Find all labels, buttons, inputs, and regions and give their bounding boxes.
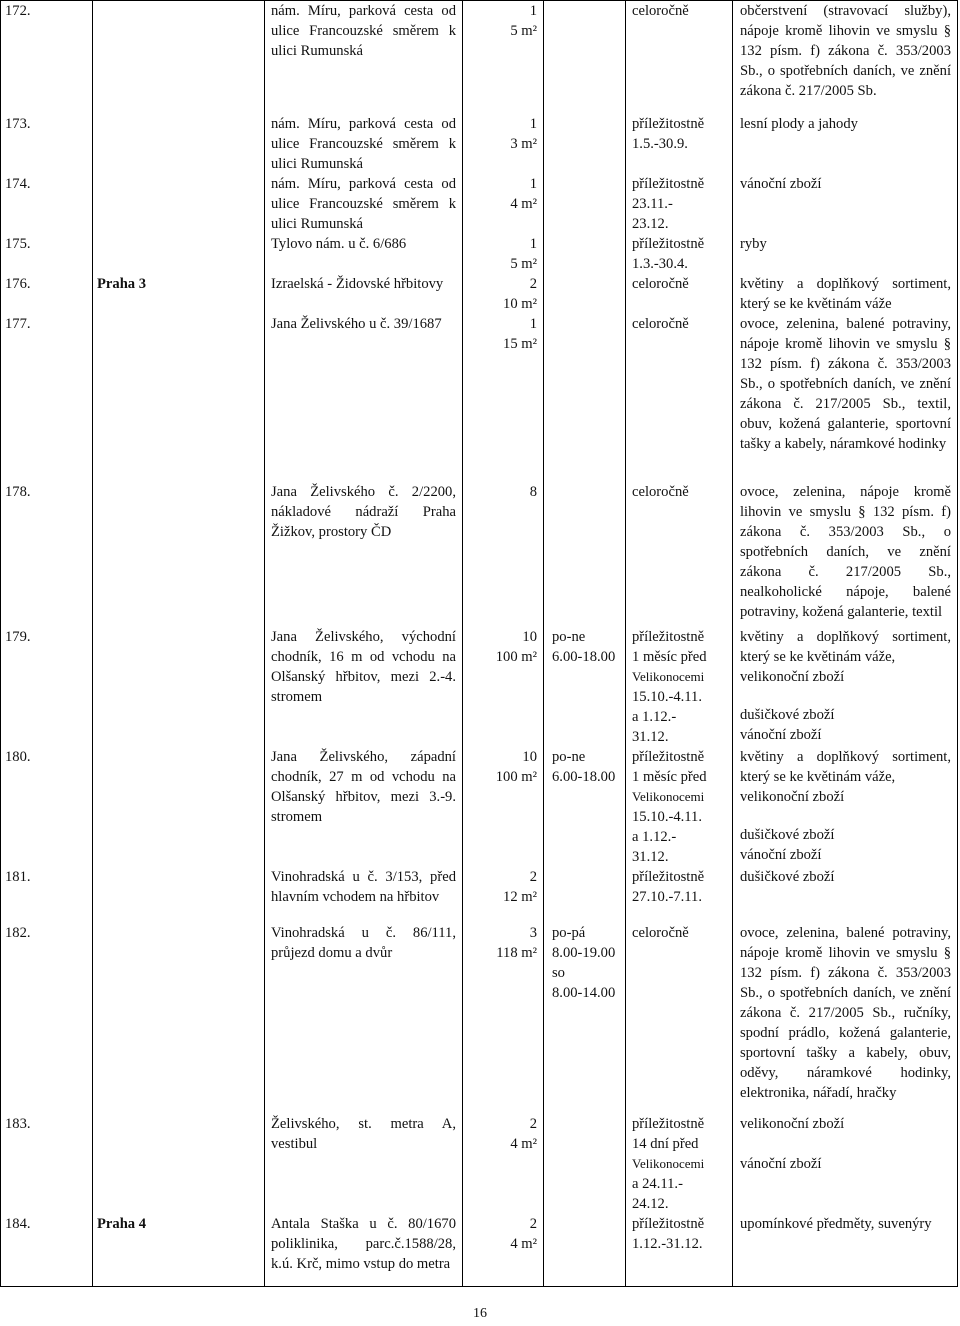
goods-line: velikonoční zboží (740, 668, 845, 685)
stall-area: 5 m² (510, 255, 537, 272)
stall-count: 2 (529, 1115, 537, 1132)
stall-count: 1 (529, 115, 537, 132)
count-area (463, 1114, 544, 1214)
goods-assortment (733, 274, 958, 314)
period-line: celoročně (632, 3, 689, 19)
period-line: celoročně (632, 275, 689, 292)
period-line: příležitostně (632, 628, 705, 645)
address-text: Želivského, st. metra A, vestibul (271, 1115, 456, 1152)
address-text: Antala Staška u č. 80/1670 poliklinika, parc.č.1588/28, k.ú. Krč, mimo vstup do metra (271, 1215, 456, 1272)
period-line: 31.12. (632, 848, 669, 865)
opening-hours (544, 114, 626, 174)
stall-area: 118 m² (496, 944, 537, 961)
address (265, 627, 463, 747)
goods-assortment (733, 627, 958, 747)
address (265, 174, 463, 234)
address-text: Vinohradská u č. 3/153, před hlavním vchodem na hřbitov (271, 868, 456, 905)
period-line: a 1.12.- (632, 708, 677, 725)
address (265, 274, 463, 314)
district (93, 747, 265, 867)
district (93, 923, 265, 1114)
opening-hours (544, 1214, 626, 1287)
address (265, 1, 463, 114)
sale-period (626, 923, 733, 1114)
period-line: příležitostně (632, 748, 705, 765)
district (93, 234, 265, 274)
hours-line: po-ne (552, 748, 586, 765)
row-number (1, 923, 93, 1114)
table-row (1, 234, 958, 274)
goods-assortment (733, 482, 958, 627)
count-area (463, 1214, 544, 1287)
hours-line: po-ne (552, 628, 586, 645)
goods-assortment (733, 174, 958, 234)
row-number (1, 274, 93, 314)
address-text: Vinohradská u č. 86/111, průjezd domu a dvůr (271, 924, 456, 961)
stall-area: 10 m² (503, 295, 537, 312)
stall-count: 2 (529, 868, 537, 885)
opening-hours (544, 747, 626, 867)
goods-line: květiny a doplňkový sortiment, který se ke květinám váže (740, 275, 951, 312)
goods-line: vánoční zboží (740, 726, 822, 743)
stall-area: 12 m² (503, 888, 537, 905)
stall-count: 2 (529, 1215, 537, 1232)
hours-line: po-pá (552, 924, 586, 941)
stall-count: 1 (529, 315, 537, 332)
sale-period (626, 482, 733, 627)
period-line: 24.12. (632, 1195, 669, 1212)
address-text: nám. Míru, parková cesta od ulice Francouzské směrem k ulici Rumunská (271, 115, 456, 172)
period-line: celoročně (632, 483, 689, 500)
count-area (463, 114, 544, 174)
sale-period (626, 627, 733, 747)
address-text: nám. Míru, parková cesta od ulice Francouzské směrem k ulici Rumunská (271, 175, 456, 232)
goods-line: květiny a doplňkový sortiment, který se ke květinám váže, (740, 748, 951, 785)
goods-line: velikonoční zboží (740, 788, 845, 805)
row-number (1, 747, 93, 867)
district (93, 174, 265, 234)
address-text: Jana Želivského, východní chodník, 16 m od vchodu na Olšanský hřbitov, mezi 2.-4. stromem (271, 628, 456, 705)
table-row (1, 747, 958, 867)
table-row (1, 314, 958, 482)
count-area (463, 482, 544, 627)
stall-count: 3 (529, 924, 537, 941)
address (265, 114, 463, 174)
address (265, 923, 463, 1114)
district (93, 482, 265, 627)
row-number-text: 184. (5, 1215, 31, 1232)
sale-period (626, 1214, 733, 1287)
goods-assortment (733, 1214, 958, 1287)
goods-assortment (733, 867, 958, 923)
hours-line: 6.00-18.00 (552, 648, 616, 665)
count-area (463, 1, 544, 114)
goods-line: vánoční zboží (740, 846, 822, 863)
table-row (1, 482, 958, 627)
period-line: celoročně (632, 315, 689, 332)
stall-area: 5 m² (510, 23, 537, 39)
row-number (1, 1214, 93, 1287)
address-text: Jana Želivského, západní chodník, 27 m od vchodu na Olšanský hřbitov, mezi 3.-9. stromem (271, 748, 456, 825)
period-line: a 24.11.- (632, 1175, 683, 1192)
row-number (1, 1, 93, 114)
address (265, 482, 463, 627)
row-number-text: 179. (5, 628, 31, 645)
goods-line: ovoce, zelenina, balené potraviny, nápoje kromě lihovin ve smyslu § 132 písm. f) zákona č. 353/2003 Sb., o spotřebních daních, ve znění zákona č. 217/2005 Sb., textil, obuv, kožená galanterie, sportovní tašky a kabely, náramkové hodinky (740, 315, 951, 452)
row-number-text: 172. (5, 3, 31, 19)
address-text: Tylovo nám. u č. 6/686 (271, 235, 407, 252)
hours-line: 8.00-14.00 (552, 984, 616, 1001)
stall-count: 1 (529, 3, 537, 19)
sale-period (626, 114, 733, 174)
period-line: 1 měsíc před (632, 768, 707, 785)
address (265, 234, 463, 274)
goods-line: občerstvení (stravovací služby), nápoje kromě lihovin ve smyslu § 132 písm. f) zákona č. 353/2003 Sb., o spotřebních daních, ve znění zákona č. 217/2005 Sb. (740, 3, 951, 99)
sale-period (626, 314, 733, 482)
count-area (463, 867, 544, 923)
period-line: 1.5.-30.9. (632, 135, 688, 152)
sale-period (626, 274, 733, 314)
period-line: 1.3.-30.4. (632, 255, 688, 272)
period-line: celoročně (632, 924, 689, 941)
count-area (463, 923, 544, 1114)
period-line: 23.12. (632, 215, 669, 232)
table-row (1, 1, 958, 114)
hours-line: 6.00-18.00 (552, 768, 616, 785)
address (265, 747, 463, 867)
stall-count: 1 (529, 175, 537, 192)
goods-line: dušičkové zboží (740, 706, 835, 723)
hours-line: 8.00-19.00 (552, 944, 616, 961)
opening-hours (544, 1, 626, 114)
opening-hours (544, 314, 626, 482)
row-number (1, 114, 93, 174)
sale-period (626, 1, 733, 114)
table-row (1, 114, 958, 174)
district-text: Praha 4 (97, 1215, 147, 1232)
opening-hours (544, 627, 626, 747)
period-line: Velikonocemi (632, 788, 705, 804)
row-number-text: 178. (5, 483, 31, 500)
stall-count: 8 (529, 483, 537, 500)
period-line: 23.11.- (632, 195, 673, 212)
address (265, 314, 463, 482)
count-area (463, 627, 544, 747)
table-row (1, 274, 958, 314)
district (93, 114, 265, 174)
goods-line: dušičkové zboží (740, 826, 835, 843)
opening-hours (544, 274, 626, 314)
count-area (463, 747, 544, 867)
table-row (1, 867, 958, 923)
address (265, 1214, 463, 1287)
goods-line: ovoce, zelenina, nápoje kromě lihovin ve smyslu § 132 písm. f) zákona č. 353/2003 Sb., o spotřebních daních, ve znění zákona č. 217/2005 Sb., nealkoholické nápoje, balené potraviny, kožená galanterie, textil (740, 483, 951, 620)
table-row (1, 627, 958, 747)
stall-count: 10 (522, 628, 537, 645)
goods-line: vánoční zboží (740, 1155, 822, 1172)
goods-line: květiny a doplňkový sortiment, který se ke květinám váže, (740, 628, 951, 665)
row-number-text: 173. (5, 115, 31, 132)
opening-hours (544, 482, 626, 627)
district (93, 627, 265, 747)
row-number-text: 183. (5, 1115, 31, 1132)
goods-assortment (733, 1114, 958, 1214)
district (93, 867, 265, 923)
count-area (463, 174, 544, 234)
stall-count: 10 (522, 748, 537, 765)
stall-area: 4 m² (510, 1135, 537, 1152)
row-number (1, 314, 93, 482)
district (93, 1114, 265, 1214)
row-number-text: 181. (5, 868, 31, 885)
goods-line: upomínkové předměty, suvenýry (740, 1215, 932, 1232)
address-text: Jana Želivského č. 2/2200, nákladové nádraží Praha Žižkov, prostory ČD (271, 483, 456, 540)
count-area (463, 314, 544, 482)
period-line: 1.12.-31.12. (632, 1235, 703, 1252)
row-number-text: 182. (5, 924, 31, 941)
stall-count: 1 (529, 235, 537, 252)
goods-assortment (733, 314, 958, 482)
row-number (1, 1114, 93, 1214)
address-text: nám. Míru, parková cesta od ulice Francouzské směrem k ulici Rumunská (271, 3, 456, 59)
sale-period (626, 747, 733, 867)
row-number (1, 174, 93, 234)
opening-hours (544, 867, 626, 923)
address (265, 1114, 463, 1214)
period-line: 15.10.-4.11. (632, 808, 702, 825)
stall-area: 100 m² (495, 768, 537, 785)
goods-assortment (733, 114, 958, 174)
goods-assortment (733, 234, 958, 274)
row-number-text: 175. (5, 235, 31, 252)
row-number-text: 180. (5, 748, 31, 765)
goods-line: dušičkové zboží (740, 868, 835, 885)
period-line: příležitostně (632, 115, 705, 132)
address-text: Jana Želivského u č. 39/1687 (271, 315, 442, 332)
goods-line: ryby (740, 235, 767, 252)
goods-line: lesní plody a jahody (740, 115, 858, 132)
district (93, 314, 265, 482)
period-line: 14 dní před (632, 1135, 699, 1152)
opening-hours (544, 234, 626, 274)
opening-hours (544, 174, 626, 234)
table-row (1, 923, 958, 1114)
row-number (1, 867, 93, 923)
row-number-text: 174. (5, 175, 31, 192)
sale-period (626, 1114, 733, 1214)
sale-period (626, 867, 733, 923)
count-area (463, 274, 544, 314)
row-number (1, 482, 93, 627)
stall-count: 2 (529, 275, 537, 292)
period-line: příležitostně (632, 868, 705, 885)
goods-assortment (733, 1, 958, 114)
goods-line: velikonoční zboží (740, 1115, 845, 1132)
period-line: 27.10.-7.11. (632, 888, 702, 905)
page-number: 16 (473, 1306, 487, 1321)
period-line: Velikonocemi (632, 668, 705, 684)
period-line: 15.10.-4.11. (632, 688, 702, 705)
opening-hours (544, 923, 626, 1114)
table-row (1, 1214, 958, 1287)
row-number-text: 177. (5, 315, 31, 332)
stall-area: 15 m² (503, 335, 537, 352)
row-number-text: 176. (5, 275, 31, 292)
table-row (1, 174, 958, 234)
period-line: 31.12. (632, 728, 669, 745)
period-line: 1 měsíc před (632, 648, 707, 665)
count-area (463, 234, 544, 274)
stall-area: 4 m² (510, 195, 537, 212)
row-number (1, 234, 93, 274)
goods-line: ovoce, zelenina, balené potraviny, nápoje kromě lihovin ve smyslu § 132 písm. f) zákona č. 353/2003 Sb., o spotřebních daních, ve znění zákona č. 217/2005 Sb., ručníky, spodní prádlo, kožená galanterie, sportovní tašky a kabely, obuv, oděvy, náramkové hodinky, elektronika, nářadí, hračky (740, 924, 951, 1101)
stall-area: 3 m² (510, 135, 537, 152)
period-line: Velikonocemi (632, 1155, 705, 1171)
goods-assortment (733, 923, 958, 1114)
district (93, 1, 265, 114)
district (93, 1214, 265, 1287)
district-text: Praha 3 (97, 275, 147, 292)
hours-line: so (552, 964, 565, 981)
period-line: příležitostně (632, 235, 705, 252)
table-row (1, 1114, 958, 1214)
sale-period (626, 174, 733, 234)
period-line: příležitostně (632, 1115, 705, 1132)
address-text: Izraelská - Židovské hřbitovy (271, 275, 444, 292)
district (93, 274, 265, 314)
period-line: a 1.12.- (632, 828, 677, 845)
period-line: příležitostně (632, 175, 705, 192)
goods-line: vánoční zboží (740, 175, 822, 192)
stall-area: 4 m² (510, 1235, 537, 1252)
sale-period (626, 234, 733, 274)
period-line: příležitostně (632, 1215, 705, 1232)
stall-area: 100 m² (495, 648, 537, 665)
address (265, 867, 463, 923)
row-number (1, 627, 93, 747)
goods-assortment (733, 747, 958, 867)
opening-hours (544, 1114, 626, 1214)
